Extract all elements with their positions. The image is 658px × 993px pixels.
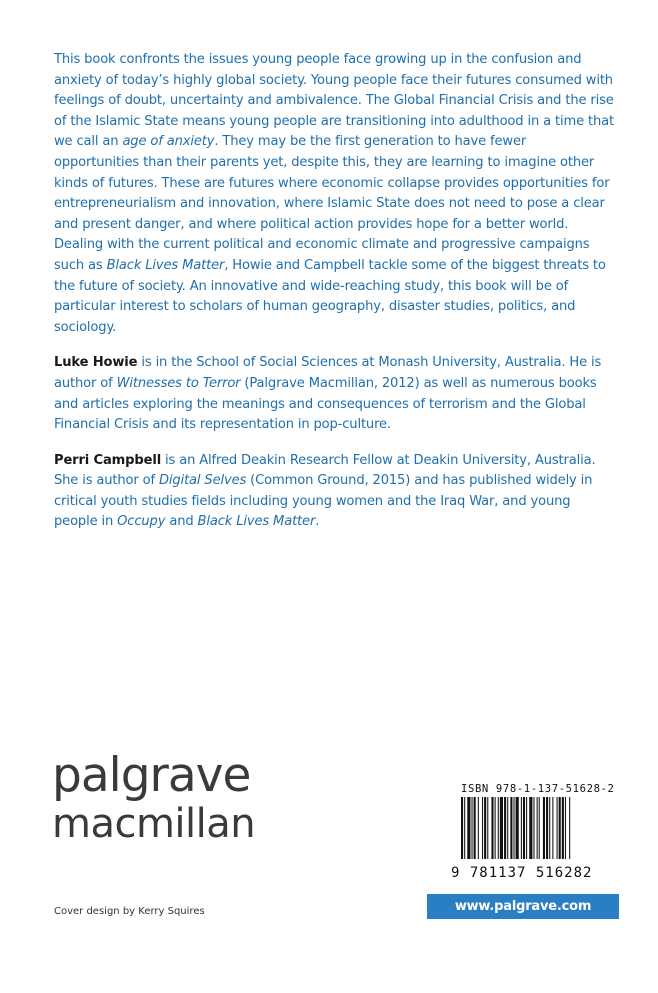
barcode-bar <box>510 797 512 859</box>
summary-paragraph: This book confronts the issues young people face growing up in the confusion and anxiety of today’s highly global society. Young people face their futures consumed with feelings of doubt, uncertainty and ambivalence. The Global Financial Crisis and the rise of the Islamic State means young people are transitioning into adulthood in a time that we call an age of anxiety. They may be the first generation to have fewer opportunities than their parents yet, despite this, they are learning to imagine other kinds of futures. These are futures where economic collapse provides opportunities for entrepreneurialism and innovation, where Islamic State does not need to pose a clear and present danger, and where political action provides hope for a better world. Dealing with the current political and economic climate and progressive campaigns such as Black Lives Matter, Howie and Campbell tackle some of the biggest threats to the future of society. An innovative and wide-reaching study, this book will be of particular interest to scholars of human geography, disaster studies, politics, and sociology. <box>54 52 614 335</box>
barcode-image <box>449 797 619 882</box>
barcode-bar <box>516 797 519 859</box>
barcode-digits: 9 781137 516282 <box>451 865 593 881</box>
barcode-bar <box>559 797 561 859</box>
logo-line-macmillan: macmillan <box>52 801 256 847</box>
barcode-bar <box>472 797 473 859</box>
author-bio-campbell: Perri Campbell is an Alfred Deakin Research Fellow at Deakin University, Australia. She is author of Digital Selves (Common Ground, 2015) and has published widely in critical youth studies fields including young women and the Iraq War, and young people in Occupy and Black Lives Matter. <box>54 452 596 530</box>
publisher-url-bar[interactable]: www.palgrave.com <box>427 894 619 919</box>
barcode-bar <box>537 797 538 859</box>
author-bio-howie: Luke Howie is in the School of Social Sciences at Monash University, Australia. He is author of Witnesses to Terror (Palgrave Macmillan, 2012) as well as numerous books and articles exploring the meanings and consequences of terrorism and the Global Financial Crisis and its representation in pop-culture. <box>54 355 602 433</box>
barcode-bar <box>514 797 515 859</box>
barcode-bar <box>552 797 553 859</box>
isbn-label: ISBN 978-1-137-51628-2 <box>461 783 615 795</box>
barcode-bar <box>539 797 540 859</box>
barcode-bar <box>507 797 508 859</box>
barcode-bar <box>549 797 550 859</box>
barcode-bar <box>498 797 499 859</box>
barcode-bar <box>484 797 486 859</box>
barcode-bar <box>478 797 479 859</box>
barcode-bar <box>543 797 545 859</box>
barcode-bar <box>557 797 558 859</box>
barcode-bar <box>523 797 525 859</box>
barcode-bar <box>464 797 465 859</box>
barcode-bar <box>491 797 493 859</box>
barcode-bar <box>529 797 532 859</box>
barcode-bar <box>526 797 527 859</box>
barcode-bar <box>546 797 548 859</box>
barcode-bar <box>482 797 483 859</box>
barcode-bar <box>565 797 566 859</box>
barcode-bar <box>467 797 470 859</box>
barcode-bar <box>504 797 506 859</box>
barcode-bar <box>474 797 476 859</box>
barcode-bar <box>521 797 522 859</box>
barcode-bar <box>487 797 488 859</box>
barcode-bar <box>533 797 534 859</box>
blurb <box>54 50 614 548</box>
cover-design-credit: Cover design by Kerry Squires <box>54 906 205 917</box>
barcode-bar <box>500 797 503 859</box>
logo-line-palgrave: palgrave <box>52 748 251 803</box>
barcode-bar <box>495 797 496 859</box>
isbn-barcode <box>449 781 619 882</box>
publisher-logo <box>52 748 256 847</box>
barcode-bar <box>569 797 570 859</box>
barcode-bar <box>461 797 463 859</box>
barcode-bar <box>562 797 564 859</box>
